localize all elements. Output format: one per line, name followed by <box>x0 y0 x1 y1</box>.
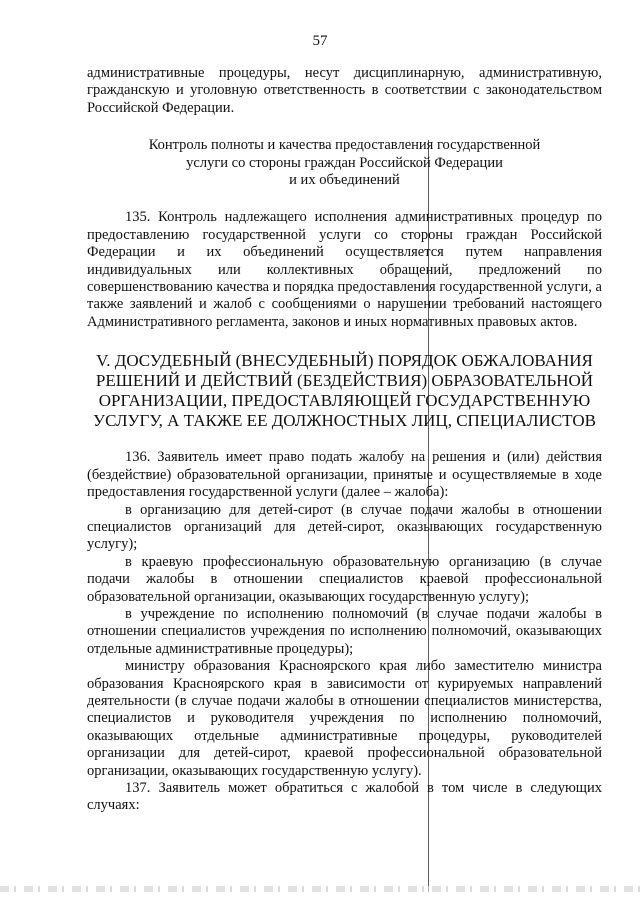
paragraph-136: 136. Заявитель имеет право подать жалобу на решения и (или) действия (бездействие) образовательной организации, принятые и осуществляемые в ходе предоставления государственной услуги (далее – жалоба): <box>87 449 602 501</box>
section-heading-line: ОРГАНИЗАЦИИ, ПРЕДОСТАВЛЯЮЩЕЙ ГОСУДАРСТВЕННУЮ <box>98 391 591 411</box>
control-heading-line: Контроль полноты и качества предоставления государственной <box>148 137 541 154</box>
paragraph-137: 137. Заявитель может обратиться с жалобой в том числе в следующих случаях: <box>87 780 602 814</box>
paragraph-135: 135. Контроль надлежащего исполнения административных процедур по предоставлению государственной услуги со стороны граждан Российской Федерации и их объединений осуществляется путем направления индивидуальных или коллективных обращений, предложений по совершенствованию качества и порядка предоставления государственной услуги, а также заявлений и жалоб с сообщениями о нарушении требований настоящего Административного регламента, законов и иных нормативных правовых актов. <box>87 209 602 330</box>
scan-bottom-edge <box>0 886 640 892</box>
page-number: 57 <box>312 33 328 49</box>
document-body <box>87 65 602 815</box>
control-heading-line: и их объединений <box>289 172 400 189</box>
intro-paragraph: административные процедуры, несут дисциплинарную, административную, гражданскую и уголовную ответственность в соответствии с законодательством Российской Федерации. <box>87 65 602 116</box>
control-heading-line: услуги со стороны граждан Российской Федерации <box>186 154 503 171</box>
control-heading <box>87 137 602 189</box>
list-item: в учреждение по исполнению полномочий (в случае подачи жалобы в отношении специалистов учреждения по исполнению полномочий, оказывающих отдельные административные процедуры); <box>87 605 602 657</box>
section-heading-line: РЕШЕНИЙ И ДЕЙСТВИЙ (БЕЗДЕЙСТВИЯ) ОБРАЗОВАТЕЛЬНОЙ <box>95 371 594 391</box>
list-item: министру образования Красноярского края либо заместителю министра образования Красноярского края в зависимости от курируемых направлений деятельности (в случае подачи жалобы в отношении специалистов министерства, специалистов и руководителя учреждения по исполнению полномочий, оказывающих отдельные административные процедуры, руководителей организации для детей-сирот, краевой профессиональной образовательной организации, оказывающих государственную услугу). <box>87 658 602 779</box>
list-item: в краевую профессиональную образовательную организацию (в случае подачи жалобы в отношении специалистов краевой профессиональной образовательной организации, оказывающих государственную услугу); <box>87 553 602 605</box>
list-item: в организацию для детей-сирот (в случае подачи жалобы в отношении специалистов организаций для детей-сирот, оказывающих государственную услугу); <box>87 501 602 553</box>
section-heading-line: УСЛУГУ, А ТАКЖЕ ЕЕ ДОЛЖНОСТНЫХ ЛИЦ, СПЕЦИАЛИСТОВ <box>93 411 596 431</box>
section-v-heading <box>87 351 602 431</box>
section-heading-line: V. ДОСУДЕБНЫЙ (ВНЕСУДЕБНЫЙ) ПОРЯДОК ОБЖАЛОВАНИЯ <box>96 351 593 371</box>
